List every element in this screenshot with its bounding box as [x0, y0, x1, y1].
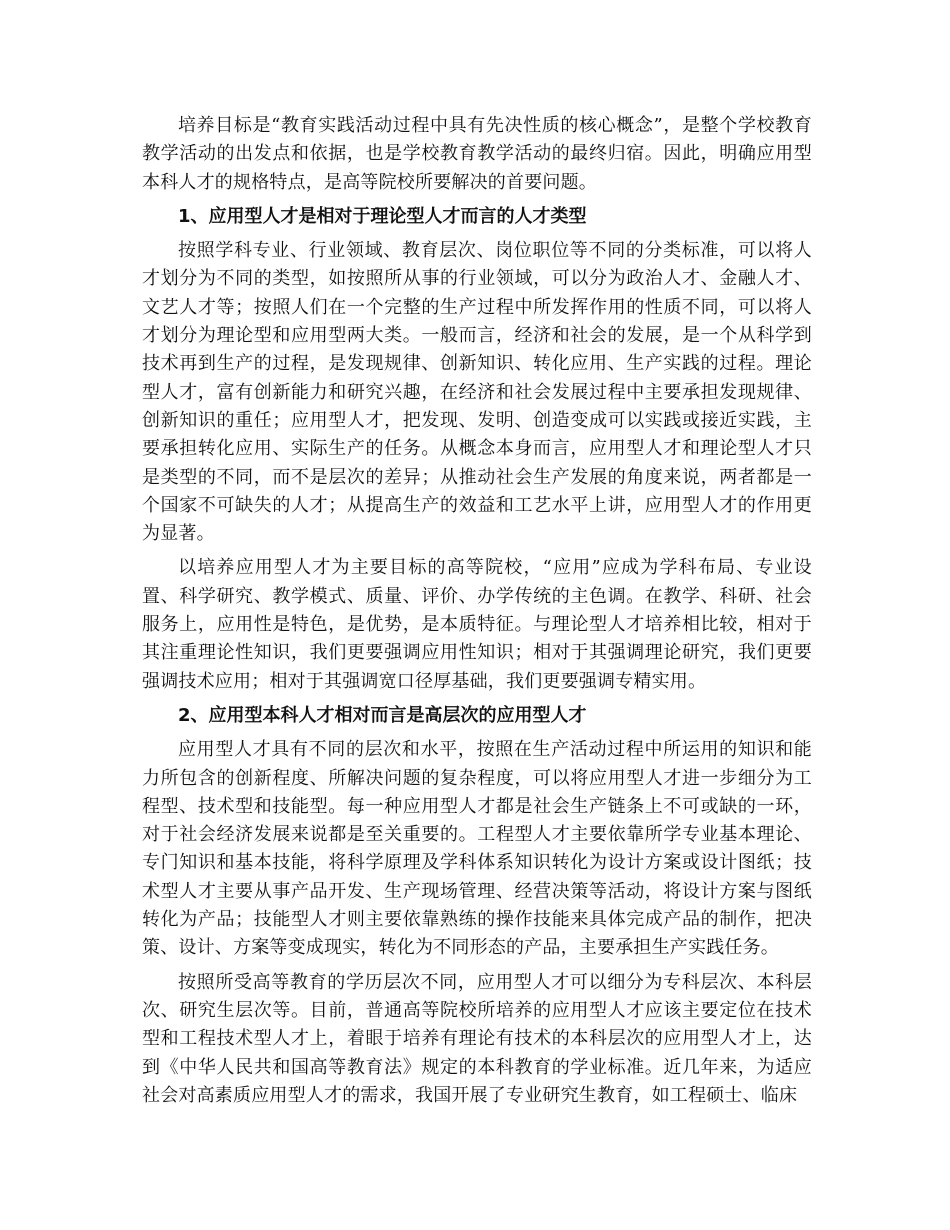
- paragraph-talent-types: 按照学科专业、行业领域、教育层次、岗位职位等不同的分类标准，可以将人才划分为不同的类型，如按照所从事的行业领域，可以分为政治人才、金融人才、文艺人才等；按照人们在一个完整的生产过程中所发挥作用的性质不同，可以将人才划分为理论型和应用型两大类。一般而言，经济和社会的发展，是一个从科学到技术再到生产的过程，是发现规律、创新知识、转化应用、生产实践的过程。理论型人才，富有创新能力和研究兴趣，在经济和社会发展过程中主要承担发现规律、创新知识的重任；应用型人才，把发现、发明、创造变成可以实践或接近实践，主要承担转化应用、实际生产的任务。从概念本身而言，应用型人才和理论型人才只是类型的不同，而不是层次的差异；从推动社会生产发展的角度来说，两者都是一个国家不可缺失的人才；从提高生产的效益和工艺水平上讲，应用型人才的作用更为显著。: [142, 240, 812, 545]
- document-page: [142, 112, 812, 1116]
- paragraph-talent-levels: 应用型人才具有不同的层次和水平，按照在生产活动过程中所运用的知识和能力所包含的创新程度、所解决问题的复杂程度，可以将应用型人才进一步细分为工程型、技术型和技能型。每一种应用型人才都是社会生产链条上不可或缺的一环，对于社会经济发展来说都是至关重要的。工程型人才主要依靠所学专业基本理论、专门知识和基本技能，将科学原理及学科体系知识转化为设计方案或设计图纸；技术型人才主要从事产品开发、生产现场管理、经营决策等活动，将设计方案与图纸转化为产品；技能型人才则主要依靠熟练的操作技能来具体完成产品的制作，把决策、设计、方案等变成现实，转化为不同形态的产品，主要承担生产实践任务。: [142, 739, 812, 959]
- paragraph-education-levels: 按照所受高等教育的学历层次不同，应用型人才可以细分为专科层次、本科层次、研究生层次等。目前，普通高等院校所培养的应用型人才应该主要定位在技术型和工程技术型人才上，着眼于培养有理论有技术的本科层次的应用型人才上，达到《中华人民共和国高等教育法》规定的本科教育的学业标准。近几年来，为适应社会对高素质应用型人才的需求，我国开展了专业研究生教育，如工程硕士、临床: [142, 971, 812, 1106]
- paragraph-intro: 培养目标是“教育实践活动过程中具有先决性质的核心概念”，是整个学校教育教学活动的出发点和依据，也是学校教育教学活动的最终归宿。因此，明确应用型本科人才的规格特点，是高等院校所要解决的首要问题。: [142, 115, 812, 193]
- section-heading-2: 2、应用型本科人才相对而言是高层次的应用型人才: [178, 704, 587, 726]
- section-heading-1: 1、应用型人才是相对于理论型人才而言的人才类型: [178, 205, 587, 227]
- paragraph-applied-institutions: 以培养应用型人才为主要目标的高等院校，“应用”应成为学科布局、专业设置、科学研究、教学模式、质量、评价、办学传统的主色调。在教学、科研、社会服务上，应用性是特色，是优势，是本质特征。与理论型人才培养相比较，相对于其注重理论性知识，我们更要强调应用性知识；相对于其强调理论研究，我们更要强调技术应用；相对于其强调宽口径厚基础，我们更要强调专精实用。: [142, 557, 812, 692]
